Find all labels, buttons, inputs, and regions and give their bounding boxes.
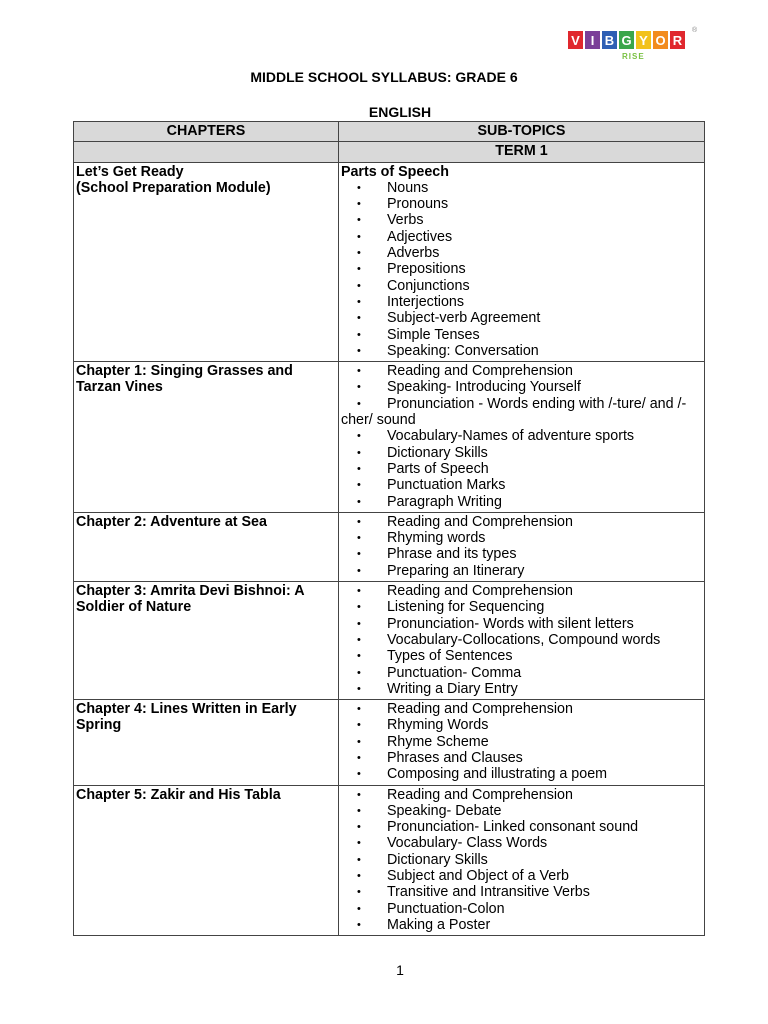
table-row — [74, 785, 705, 936]
logo-letter: V — [568, 31, 583, 49]
subtopic-item: • Vocabulary- Class Words — [341, 835, 702, 851]
chapter-title-line: (School Preparation Module) — [76, 179, 271, 196]
subtopic-item: • Speaking- Debate — [341, 803, 702, 819]
subtopic-item: • Speaking: Conversation — [341, 343, 702, 359]
term-label: TERM 1 — [338, 142, 704, 162]
subtopic-item: • Vocabulary-Names of adventure sports — [341, 428, 702, 444]
subtopic-item: • Reading and Comprehension — [341, 514, 702, 530]
subtopic-item: • Interjections — [341, 294, 702, 310]
subtopic-item: • Pronunciation- Linked consonant sound — [341, 819, 702, 835]
subtopic-item: • Punctuation- Comma — [341, 665, 702, 681]
subtopics-cell — [338, 582, 704, 700]
chapter-cell — [74, 362, 339, 513]
column-header-subtopics: SUB-TOPICS — [338, 122, 704, 142]
chapter-cell — [74, 700, 339, 785]
table-row — [74, 582, 705, 700]
subtopic-item: • Dictionary Skills — [341, 445, 702, 461]
subtopic-item: • Rhyming Words — [341, 717, 702, 733]
logo-letter: G — [619, 31, 634, 49]
subtopic-item: • Types of Sentences — [341, 648, 702, 664]
subtopic-item: • Dictionary Skills — [341, 852, 702, 868]
subtopic-item: • Reading and Comprehension — [341, 583, 702, 599]
subtopic-item: • Prepositions — [341, 261, 702, 277]
subtopic-list — [341, 363, 702, 510]
logo-letters — [568, 31, 700, 49]
chapter-title-line: Chapter 1: Singing Grasses and — [76, 363, 293, 380]
subject-heading: ENGLISH — [368, 104, 432, 120]
subtopic-item: • Adjectives — [341, 229, 702, 245]
subtopic-list — [341, 701, 702, 782]
subtopic-item: • Conjunctions — [341, 278, 702, 294]
subtopic-item: • Paragraph Writing — [341, 494, 702, 510]
registered-mark: ® — [692, 27, 698, 34]
subtopics-cell — [338, 512, 704, 581]
table-header-row — [74, 122, 705, 142]
chapter-cell — [74, 162, 339, 362]
subtopic-item: • Phrases and Clauses — [341, 750, 702, 766]
subtopic-item: • Phrase and its types — [341, 546, 702, 562]
column-header-chapters: CHAPTERS — [74, 122, 339, 142]
subtopic-item: • Speaking- Introducing Yourself — [341, 379, 702, 395]
subtopic-item: • Vocabulary-Collocations, Compound words — [341, 632, 702, 648]
subtopic-item: • Reading and Comprehension — [341, 701, 702, 717]
logo-letter: O — [653, 31, 668, 49]
subtopics-cell — [338, 362, 704, 513]
logo-letter: Y — [636, 31, 651, 49]
subtopic-text: Pronunciation - Words ending with /-ture/ and /-cher/ sound — [340, 395, 687, 429]
subtopic-item: • Writing a Diary Entry — [341, 681, 702, 697]
chapter-title-line: Chapter 5: Zakir and His Tabla — [76, 786, 281, 803]
subtopic-item: • Reading and Comprehension — [341, 363, 702, 379]
subtopic-item: • Nouns — [341, 180, 702, 196]
table-row — [74, 512, 705, 581]
subtopic-item: • Punctuation-Colon — [341, 901, 702, 917]
chapter-title-line: Let’s Get Ready — [76, 163, 184, 180]
subtopic-item — [341, 396, 702, 429]
subtopic-item: • Pronunciation- Words with silent letters — [341, 616, 702, 632]
syllabus-table — [73, 121, 705, 936]
subtopic-item: • Subject and Object of a Verb — [341, 868, 702, 884]
subtopic-item: • Transitive and Intransitive Verbs — [341, 884, 702, 900]
subtopic-item: • Verbs — [341, 212, 702, 228]
logo-subtitle: RISE — [622, 52, 645, 61]
document-title: MIDDLE SCHOOL SYLLABUS: GRADE 6 — [250, 69, 518, 85]
subtopic-item: • Reading and Comprehension — [341, 787, 702, 803]
subtopic-list — [341, 514, 702, 579]
chapter-title-line: Soldier of Nature — [76, 599, 192, 616]
subtopic-list — [341, 787, 702, 934]
term-empty-cell — [74, 142, 339, 162]
chapter-title-line: Spring — [76, 717, 122, 734]
subtopic-item: • Rhyme Scheme — [341, 734, 702, 750]
chapter-cell — [74, 512, 339, 581]
chapter-cell — [74, 785, 339, 936]
chapter-title-line: Tarzan Vines — [76, 379, 163, 396]
subtopics-cell — [338, 162, 704, 362]
chapter-title-line: Chapter 4: Lines Written in Early — [76, 701, 297, 718]
subtopics-cell — [338, 700, 704, 785]
term-row — [74, 142, 705, 162]
table-row — [74, 362, 705, 513]
logo-letter: I — [585, 31, 600, 49]
subtopic-item: • Listening for Sequencing — [341, 599, 702, 615]
chapter-cell — [74, 582, 339, 700]
vibgyor-logo — [568, 27, 700, 65]
subtopic-item: • Composing and illustrating a poem — [341, 766, 702, 782]
chapter-title-line: Chapter 2: Adventure at Sea — [76, 513, 267, 530]
table-row — [74, 700, 705, 785]
subtopic-item: • Simple Tenses — [341, 327, 702, 343]
subtopic-item: • Subject-verb Agreement — [341, 310, 702, 326]
subtopic-list — [341, 180, 702, 359]
subtopic-list — [341, 583, 702, 697]
subtopic-item: • Pronouns — [341, 196, 702, 212]
subtopic-item: • Parts of Speech — [341, 461, 702, 477]
subtopic-item: • Preparing an Itinerary — [341, 563, 702, 579]
logo-letter: B — [602, 31, 617, 49]
page-number: 1 — [396, 962, 404, 978]
chapter-title-line: Chapter 3: Amrita Devi Bishnoi: A — [76, 583, 305, 600]
subtopic-item: • Making a Poster — [341, 917, 702, 933]
subtopic-item: • Rhyming words — [341, 530, 702, 546]
subtopics-cell — [338, 785, 704, 936]
logo-letter: R — [670, 31, 685, 49]
table-row — [74, 162, 705, 362]
subtopic-heading: Parts of Speech — [340, 163, 449, 180]
subtopic-item: • Adverbs — [341, 245, 702, 261]
subtopic-item: • Punctuation Marks — [341, 477, 702, 493]
